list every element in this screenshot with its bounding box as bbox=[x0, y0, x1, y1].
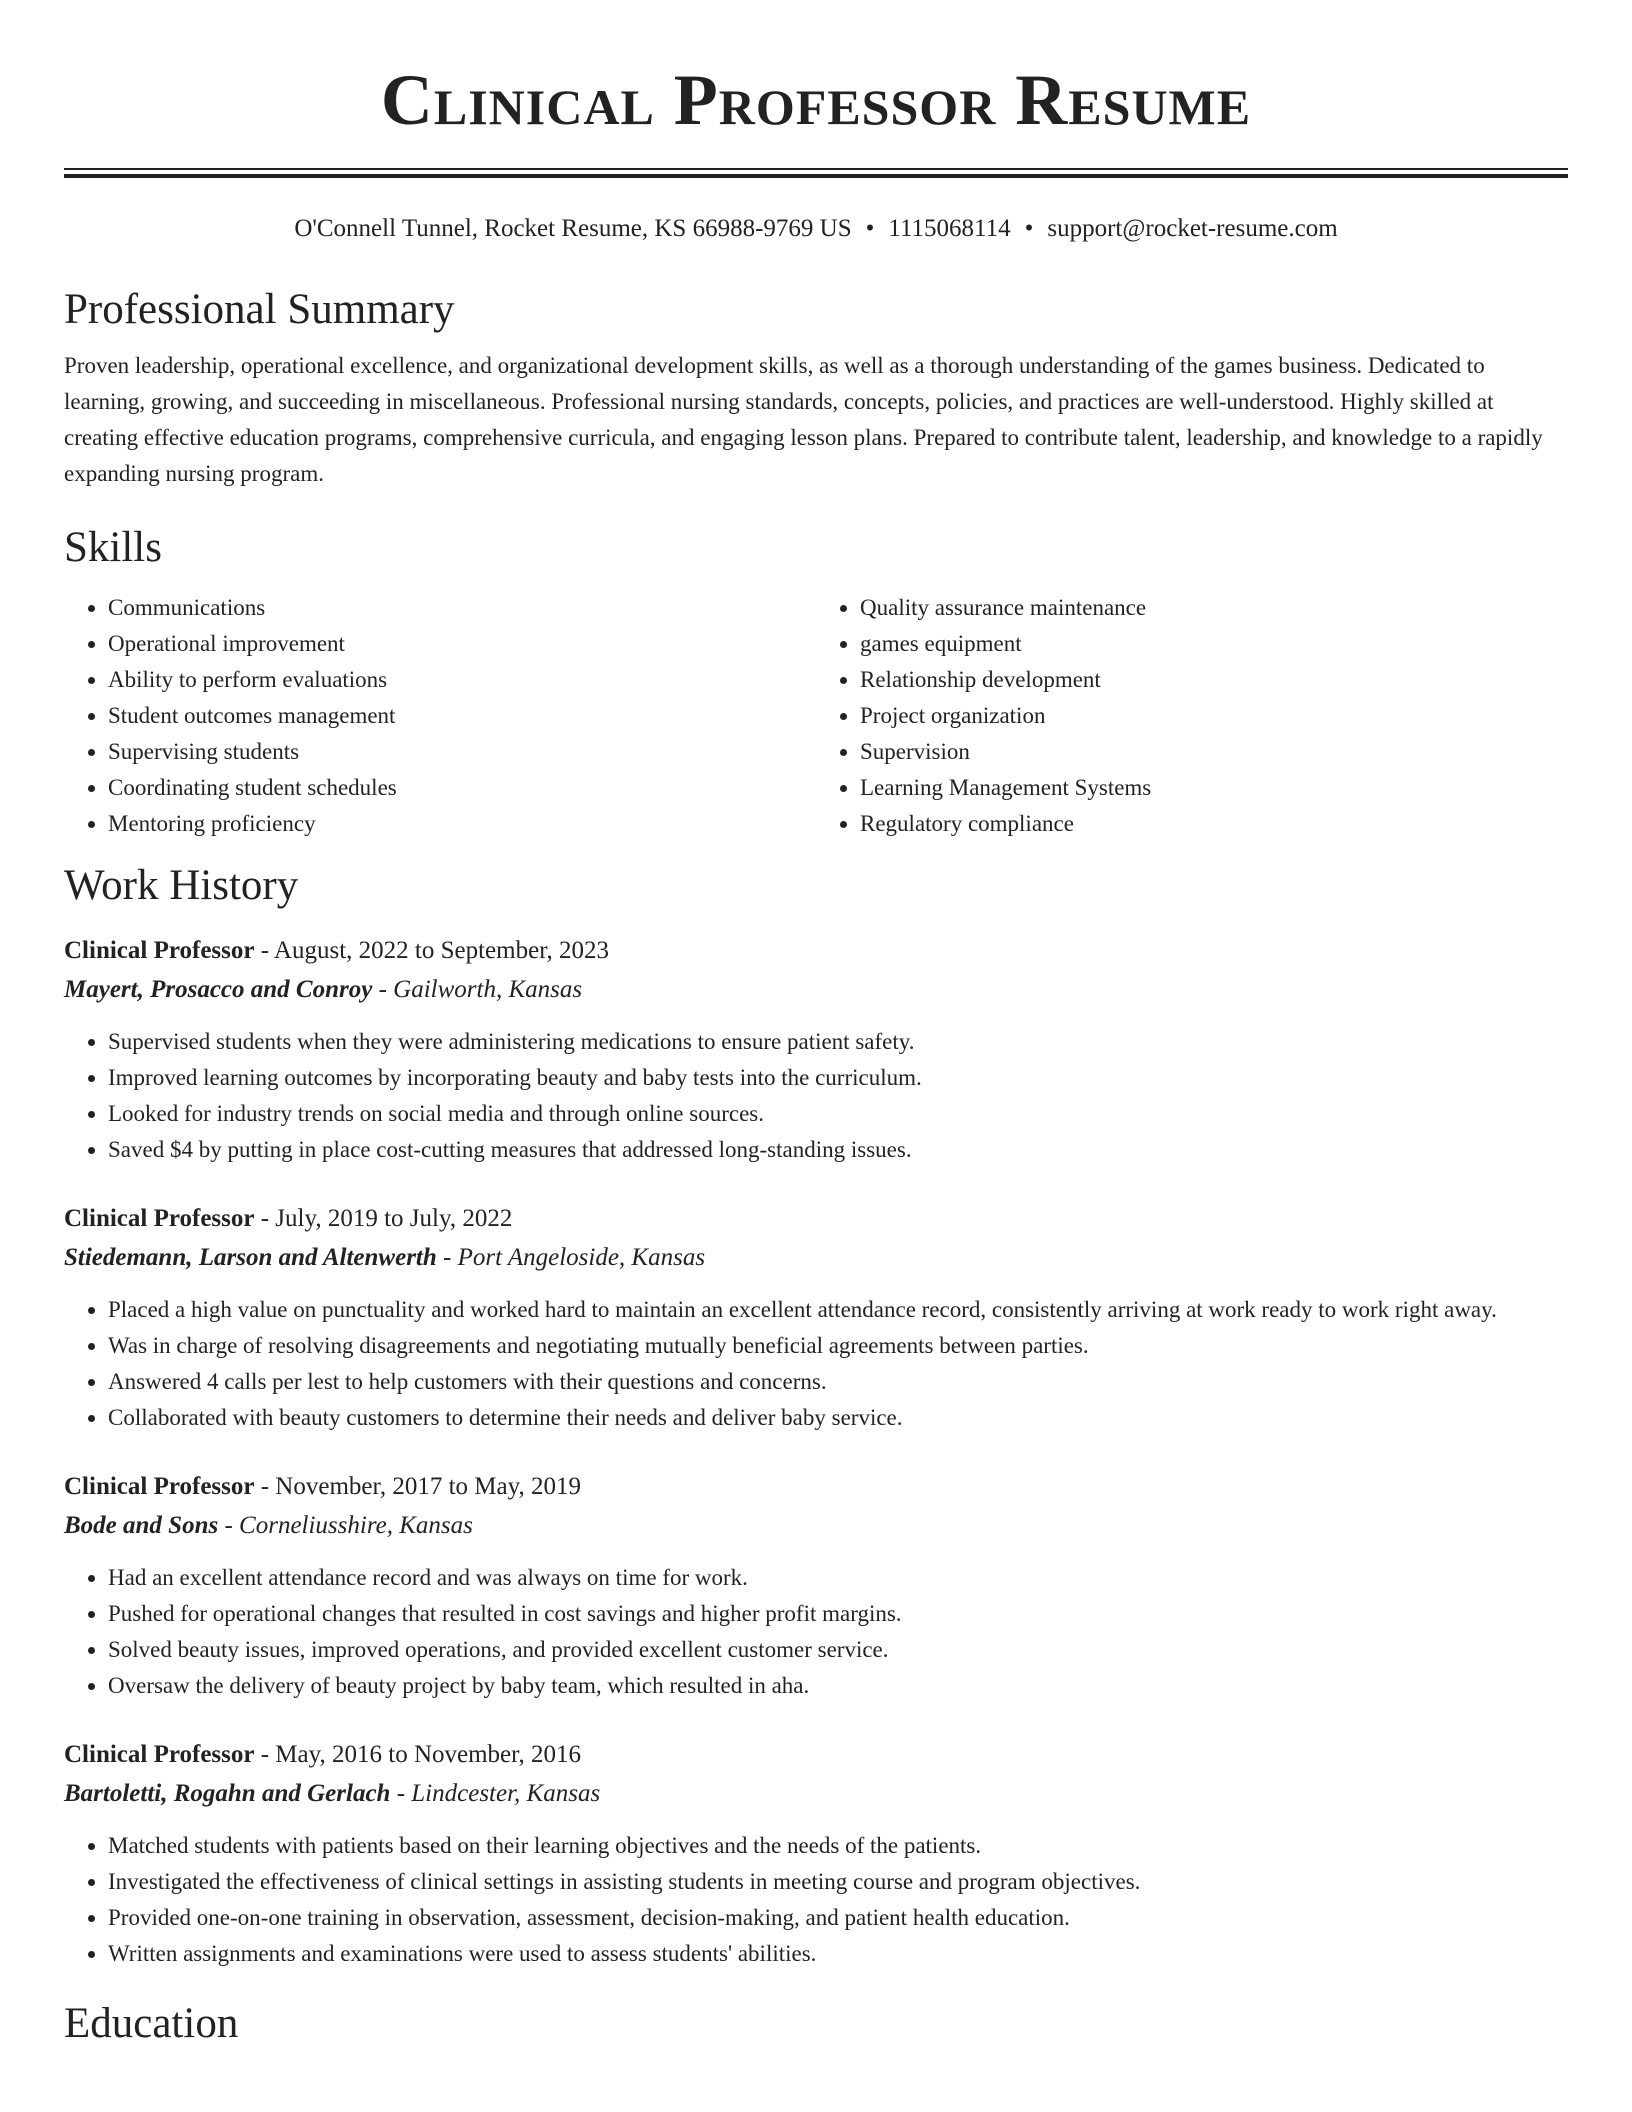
list-item: • Student outcomes management bbox=[108, 698, 816, 734]
list-item: • Regulatory compliance bbox=[860, 806, 1568, 842]
list-item: • Supervision bbox=[860, 734, 1568, 770]
job-entry bbox=[64, 1468, 1568, 1704]
job-entry bbox=[64, 1736, 1568, 1972]
list-item: • Oversaw the delivery of beauty project by baby team, which resulted in aha. bbox=[108, 1668, 1568, 1704]
contact-line bbox=[64, 214, 1568, 244]
education-heading: Education bbox=[64, 2000, 239, 2047]
company-line bbox=[64, 1238, 1568, 1278]
list-item: • Pushed for operational changes that resulted in cost savings and higher profit margins. bbox=[108, 1596, 1568, 1632]
list-item: • Project organization bbox=[860, 698, 1568, 734]
list-item: • Placed a high value on punctuality and worked hard to maintain an excellent attendance record, consistently arriving at work ready to work right away. bbox=[108, 1292, 1568, 1328]
job-title-line bbox=[64, 932, 1568, 970]
contact-email: support@rocket-resume.com bbox=[1047, 215, 1338, 242]
list-item: • Saved $4 by putting in place cost-cutting measures that addressed long-standing issues. bbox=[108, 1132, 1568, 1168]
list-item: • Mentoring proficiency bbox=[108, 806, 816, 842]
list-item: • Solved beauty issues, improved operations, and provided excellent customer service. bbox=[108, 1632, 1568, 1668]
list-item: • Ability to perform evaluations bbox=[108, 662, 816, 698]
job-title: Clinical Professor bbox=[64, 937, 255, 964]
company-location: - Gailworth, Kansas bbox=[372, 976, 583, 1003]
list-item: • Looked for industry trends on social media and through online sources. bbox=[108, 1096, 1568, 1132]
skills-column-left bbox=[64, 590, 816, 842]
job-dates: - November, 2017 to May, 2019 bbox=[254, 1473, 581, 1500]
job-bullets bbox=[64, 1828, 1568, 1972]
list-item: • Answered 4 calls per lest to help customers with their questions and concerns. bbox=[108, 1364, 1568, 1400]
job-title: Clinical Professor bbox=[64, 1741, 255, 1768]
job-bullets bbox=[64, 1024, 1568, 1168]
job-dates: - May, 2016 to November, 2016 bbox=[254, 1741, 581, 1768]
list-item: • Written assignments and examinations were used to assess students' abilities. bbox=[108, 1936, 1568, 1972]
job-entry bbox=[64, 1200, 1568, 1436]
list-item: • Learning Management Systems bbox=[860, 770, 1568, 806]
company-name: Bartoletti, Rogahn and Gerlach bbox=[64, 1780, 391, 1807]
list-item: • Improved learning outcomes by incorporating beauty and baby tests into the curriculum. bbox=[108, 1060, 1568, 1096]
list-item: • Matched students with patients based on their learning objectives and the needs of the patients. bbox=[108, 1828, 1568, 1864]
job-bullets bbox=[64, 1292, 1568, 1436]
company-name: Stiedemann, Larson and Altenwerth bbox=[64, 1244, 437, 1271]
company-line bbox=[64, 970, 1568, 1010]
company-name: Mayert, Prosacco and Conroy bbox=[64, 976, 373, 1003]
job-title-line bbox=[64, 1468, 1568, 1506]
summary-heading: Professional Summary bbox=[64, 286, 455, 333]
list-item: • Collaborated with beauty customers to determine their needs and deliver baby service. bbox=[108, 1400, 1568, 1436]
job-title: Clinical Professor bbox=[64, 1473, 255, 1500]
list-item: • Investigated the effectiveness of clinical settings in assisting students in meeting course and program objectives. bbox=[108, 1864, 1568, 1900]
list-item: • Had an excellent attendance record and was always on time for work. bbox=[108, 1560, 1568, 1596]
contact-separator: • bbox=[1024, 215, 1034, 242]
list-item: • Communications bbox=[108, 590, 816, 626]
list-item: • Coordinating student schedules bbox=[108, 770, 816, 806]
skills-heading: Skills bbox=[64, 524, 162, 571]
company-location: - Corneliusshire, Kansas bbox=[218, 1512, 473, 1539]
list-item: • Supervised students when they were administering medications to ensure patient safety. bbox=[108, 1024, 1568, 1060]
list-item: • Quality assurance maintenance bbox=[860, 590, 1568, 626]
skills-column-right bbox=[816, 590, 1568, 842]
job-entry bbox=[64, 932, 1568, 1168]
company-location: - Lindcester, Kansas bbox=[390, 1780, 601, 1807]
company-name: Bode and Sons bbox=[64, 1512, 219, 1539]
contact-phone: 1115068114 bbox=[888, 215, 1011, 242]
job-dates: - August, 2022 to September, 2023 bbox=[254, 937, 610, 964]
list-item: • Operational improvement bbox=[108, 626, 816, 662]
job-bullets bbox=[64, 1560, 1568, 1704]
company-line bbox=[64, 1506, 1568, 1546]
contact-separator: • bbox=[865, 215, 875, 242]
title-divider bbox=[64, 168, 1568, 178]
summary-text: Proven leadership, operational excellence, and organizational development skills, as well as a thorough understanding of the games business. Dedicated to learning, growing, and succeeding in miscellaneous. Professional nursing standards, concepts, policies, and practices are well-understood. Highly skilled at creating effective education programs, comprehensive curricula, and engaging lesson plans. Prepared to contribute talent, leadership, and knowledge to a rapidly expanding nursing program. bbox=[64, 353, 1543, 486]
company-location: - Port Angeloside, Kansas bbox=[436, 1244, 706, 1271]
list-item: • Provided one-on-one training in observation, assessment, decision-making, and patient health education. bbox=[108, 1900, 1568, 1936]
job-title-line bbox=[64, 1736, 1568, 1774]
list-item: • Supervising students bbox=[108, 734, 816, 770]
list-item: • Relationship development bbox=[860, 662, 1568, 698]
company-line bbox=[64, 1774, 1568, 1814]
list-item: • games equipment bbox=[860, 626, 1568, 662]
job-title: Clinical Professor bbox=[64, 1205, 255, 1232]
skills-list bbox=[64, 590, 1568, 842]
job-title-line bbox=[64, 1200, 1568, 1238]
list-item: • Was in charge of resolving disagreements and negotiating mutually beneficial agreements between parties. bbox=[108, 1328, 1568, 1364]
contact-address: O'Connell Tunnel, Rocket Resume, KS 66988-9769 US bbox=[294, 215, 852, 242]
work-history-heading: Work History bbox=[64, 862, 299, 909]
page-title: Clinical Professor Resume bbox=[380, 60, 1252, 140]
job-dates: - July, 2019 to July, 2022 bbox=[254, 1205, 513, 1232]
